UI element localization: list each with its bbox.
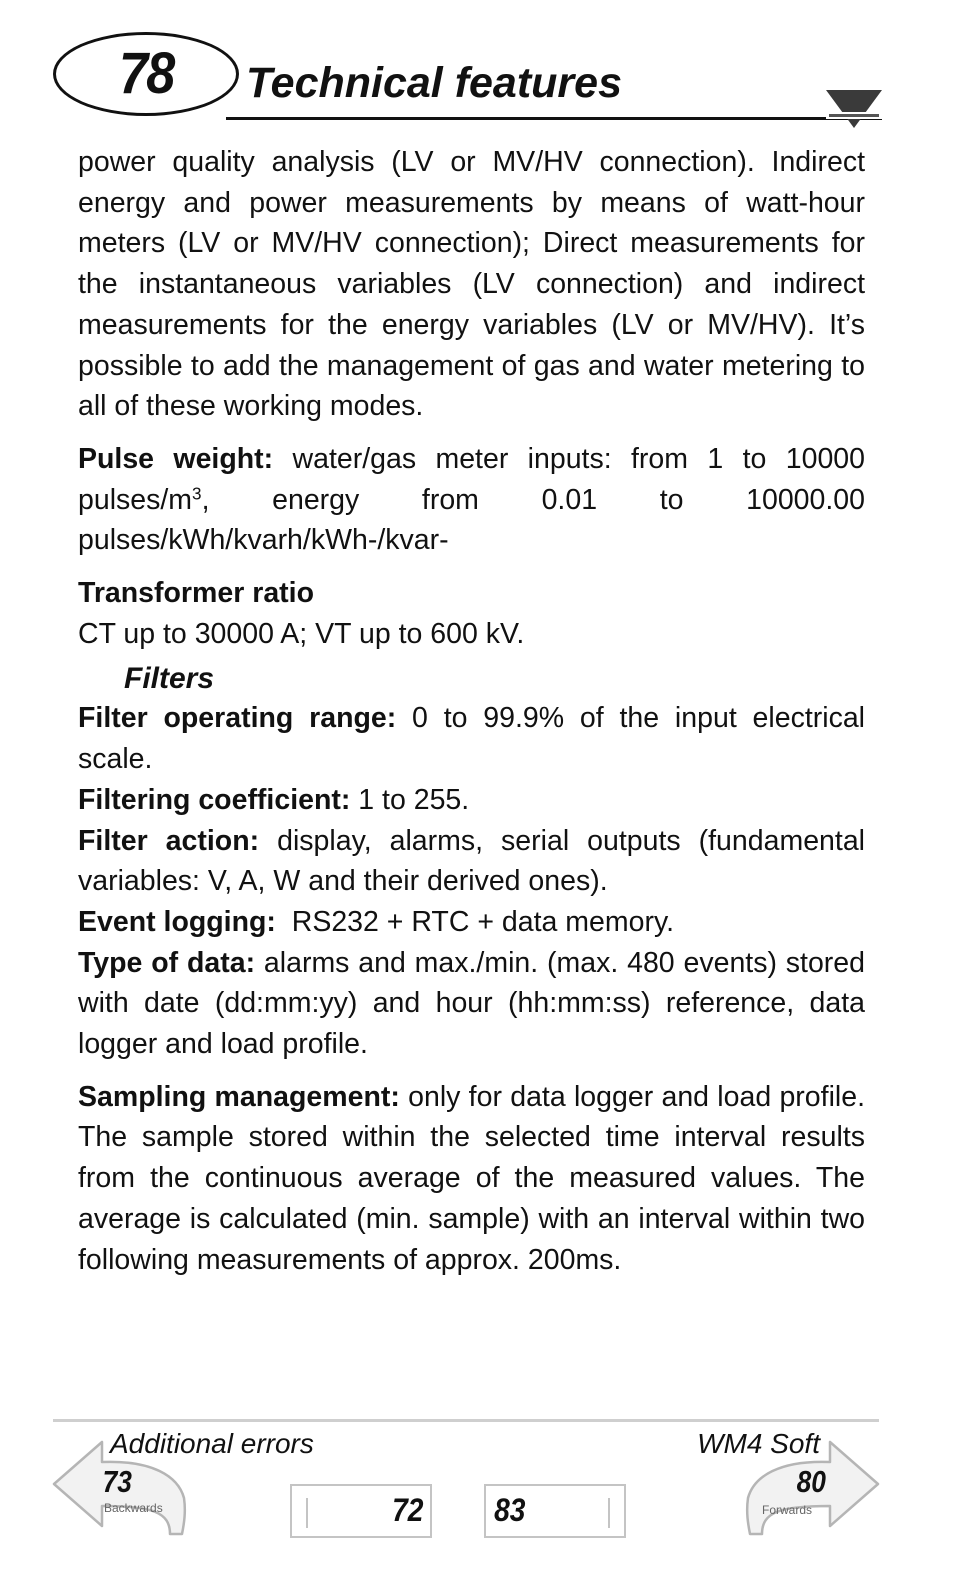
backwards-caption: Backwards xyxy=(104,1501,163,1515)
pulse-weight-label: Pulse weight: xyxy=(78,442,274,475)
first-page-bar-icon xyxy=(306,1498,308,1528)
pulse-weight-text-cont: , energy from 0.01 to 10000.00 pulses/kWh/kvarh/kWh-/kvar- xyxy=(78,483,865,557)
pulse-weight-paragraph xyxy=(78,439,865,561)
type-of-data-text: alarms and max./min. (max. 480 events) stored with date (dd:mm:yy) and hour (hh:mm:ss) reference, data logger and load profile. xyxy=(78,946,866,1061)
pulse-weight-superscript: 3 xyxy=(192,484,202,504)
filter-range-text: 0 to 99.9% of the input electrical scale. xyxy=(78,702,865,776)
last-page-number: 83 xyxy=(494,1492,526,1528)
header-divider xyxy=(226,117,882,120)
event-logging-paragraph xyxy=(78,902,865,943)
backwards-page-number: 73 xyxy=(102,1464,132,1499)
sampling-label: Sampling management: xyxy=(78,1080,400,1113)
footer-divider xyxy=(53,1419,879,1422)
page-number-badge xyxy=(53,32,239,116)
filters-section-heading: Filters xyxy=(124,662,215,696)
first-page-button[interactable] xyxy=(290,1484,432,1538)
transformer-ratio-heading xyxy=(78,573,865,614)
page-number: 78 xyxy=(118,41,174,106)
pulse-weight-text: water/gas meter inputs: from 1 to 10000 pulses/m xyxy=(78,442,865,516)
forwards-caption: Forwards xyxy=(762,1503,813,1517)
filter-action-text: display, alarms, serial outputs (fundamental variables: V, A, W and their derived ones). xyxy=(78,824,865,898)
document-body xyxy=(78,142,865,1280)
last-page-button[interactable] xyxy=(484,1484,626,1538)
filtering-coefficient-text: 1 to 255. xyxy=(350,783,470,816)
filter-range-paragraph xyxy=(78,698,865,779)
brand-logo-icon xyxy=(826,90,882,138)
page-title: Technical features xyxy=(246,59,622,107)
filter-range-label: Filter operating range: xyxy=(78,702,397,735)
intro-paragraph: power quality analysis (LV or MV/HV connection). Indirect energy and power measurements by means of watt-hour meters (LV or MV/HV connection); Direct measurements for the instantaneous variables (LV connection) and indirect measurements for the energy variables (LV or MV/HV). It’s possible to add the management of gas and water metering to all of these working modes. xyxy=(78,146,865,423)
transformer-ratio-text: CT up to 30000 A; VT up to 600 kV. xyxy=(78,617,525,650)
previous-topic-link[interactable]: Additional errors xyxy=(110,1428,314,1459)
transformer-ratio-label: Transformer ratio xyxy=(78,577,314,610)
event-logging-label: Event logging: xyxy=(78,905,276,938)
page-header xyxy=(0,0,954,140)
first-page-number: 72 xyxy=(392,1492,424,1528)
filtering-coefficient-label: Filtering coefficient: xyxy=(78,783,351,816)
filter-action-paragraph xyxy=(78,821,865,902)
type-of-data-label: Type of data: xyxy=(78,946,256,979)
sampling-paragraph xyxy=(78,1077,865,1281)
type-of-data-paragraph xyxy=(78,943,865,1065)
next-topic-link[interactable]: WM4 Soft xyxy=(697,1428,820,1459)
last-page-bar-icon xyxy=(608,1498,610,1528)
filter-action-label: Filter action: xyxy=(78,824,260,857)
forwards-button[interactable] xyxy=(740,1432,880,1536)
backwards-button[interactable] xyxy=(52,1432,192,1536)
filtering-coefficient-paragraph xyxy=(78,780,865,821)
sampling-text: only for data logger and load profile. The sample stored within the selected time interval results from the continuous average of the measured values. The average is calculated (min. sample) with an interval within two following measurements of approx. 200ms. xyxy=(78,1080,865,1276)
event-logging-text: RS232 + RTC + data memory. xyxy=(275,905,675,938)
forwards-page-number: 80 xyxy=(796,1464,826,1499)
